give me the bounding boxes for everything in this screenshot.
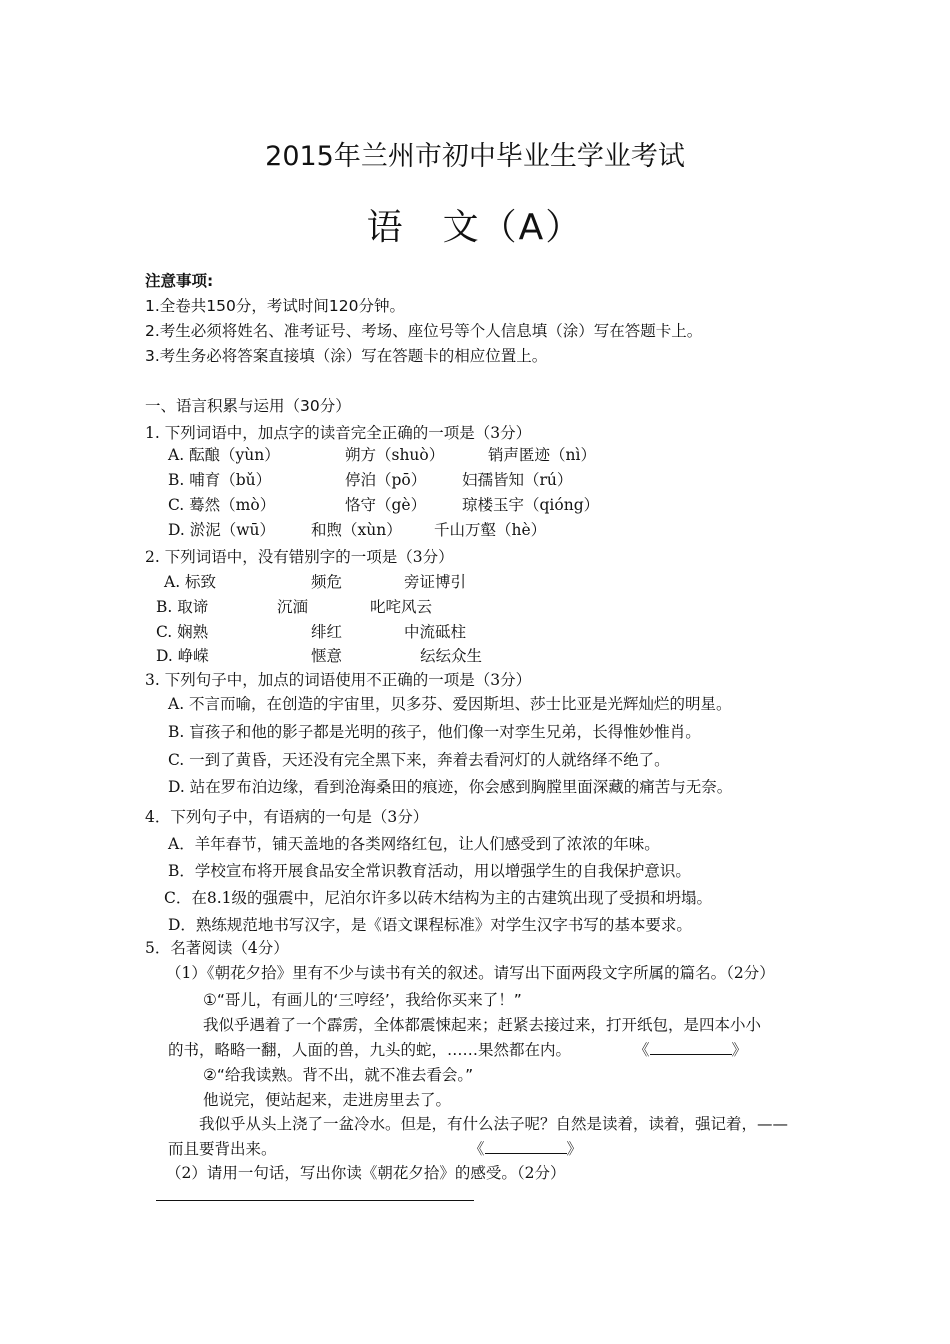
q1-option-a-3: 销声匿迹（nì）	[488, 446, 596, 464]
open-bracket: 《	[634, 1041, 650, 1059]
q2-option-d-1: D. 峥嵘	[156, 647, 209, 665]
notice-heading: 注意事项:	[145, 272, 214, 290]
q5-answer-blank-1[interactable]	[634, 1038, 747, 1060]
q2-option-d-3: 纭纭众生	[420, 647, 483, 665]
q3-option-b: B. 盲孩子和他的影子都是光明的孩子，他们像一对孪生兄弟，长得惟妙惟肖。	[168, 723, 701, 741]
question-3-stem: 3. 下列句子中，加点的词语使用不正确的一项是（3分）	[145, 671, 532, 689]
q3-option-c: C. 一到了黄昏，天还没有完全黑下来，奔着去看河灯的人就络绎不绝了。	[168, 751, 670, 769]
q5-part-1: （1）《朝花夕拾》里有不少与读书有关的叙述。请写出下面两段文字所属的篇名。（2分）	[166, 964, 775, 982]
q1-option-d-3: 千山万壑（hè）	[434, 521, 547, 539]
q5-passage2-line4: 而且要背出来。	[168, 1140, 277, 1158]
question-1-stem: 1. 下列词语中，加点字的读音完全正确的一项是（3分）	[145, 424, 532, 442]
q1-option-a-1: A. 酝酿（yùn）	[168, 446, 280, 464]
q5-passage2-line3: 我似乎从头上浇了一盆冷水。但是，有什么法子呢？自然是读着，读着，强记着，——	[199, 1115, 789, 1133]
q1-option-c-2: 恪守（gè）	[345, 496, 427, 514]
q2-option-c-3: 中流砥柱	[404, 623, 467, 641]
q5-passage1-line2: 我似乎遇着了一个霹雳，全体都震悚起来；赶紧去接过来，打开纸包，是四本小小	[203, 1016, 762, 1034]
q5-part-2: （2）请用一句话，写出你读《朝花夕拾》的感受。（2分）	[166, 1164, 566, 1182]
q1-option-a-2: 朔方（shuò）	[345, 446, 445, 464]
blank-line	[650, 1040, 732, 1055]
q2-option-a-2: 频危	[311, 573, 343, 591]
q4-option-c: C．在8.1级的强震中，尼泊尔许多以砖木结构为主的古建筑出现了受损和坍塌。	[164, 889, 713, 907]
notice-item-3: 3.考生务必将答案直接填（涂）写在答题卡的相应位置上。	[145, 347, 548, 365]
q5-passage2-line2: 他说完，便站起来，走进房里去了。	[203, 1091, 452, 1109]
q1-option-d-1: D. 淤泥（wū）	[168, 521, 275, 539]
q4-option-b: B．学校宣布将开展食品安全常识教育活动，用以增强学生的自我保护意识。	[168, 862, 691, 880]
close-bracket: 》	[566, 1140, 583, 1158]
q5-passage2-line1: ②“给我读熟。背不出，就不准去看会。”	[203, 1066, 474, 1084]
q1-option-b-1: B. 哺育（bǔ）	[168, 471, 272, 489]
question-4-stem: 4．下列句子中，有语病的一句是（3分）	[145, 808, 429, 826]
q2-option-c-2: 绯红	[311, 623, 343, 641]
q5-passage1-line3: 的书，略略一翻，人面的兽，九头的蛇，……果然都在内。	[168, 1041, 572, 1059]
q5-answer-blank-2[interactable]	[469, 1137, 582, 1159]
blank-line	[485, 1139, 567, 1154]
q2-option-d-2: 惬意	[311, 647, 343, 665]
q2-option-c-1: C. 娴熟	[156, 623, 209, 641]
q1-option-b-2: 停泊（pō）	[345, 471, 427, 489]
q2-option-b-2: 沉湎	[277, 598, 309, 616]
q2-option-a-1: A. 标致	[164, 573, 217, 591]
q3-option-a: A. 不言而喻，在创造的宇宙里，贝多芬、爱因斯坦、莎士比亚是光辉灿烂的明星。	[168, 695, 732, 713]
q1-option-d-2: 和煦（xùn）	[311, 521, 402, 539]
q2-option-a-3: 旁证博引	[404, 573, 467, 591]
q1-option-c-3: 琼楼玉宇（qióng）	[462, 496, 600, 514]
q2-option-b-1: B. 取谛	[156, 598, 209, 616]
q1-option-c-1: C. 蓦然（mò）	[168, 496, 276, 514]
q2-option-b-3: 叱咤风云	[370, 598, 433, 616]
q3-option-d: D. 站在罗布泊边缘，看到沧海桑田的痕迹，你会感到胸膛里面深藏的痛苦与无奈。	[168, 778, 733, 796]
q5-passage1-line1: ①“哥儿，有画儿的‘三哼经’，我给你买来了！”	[203, 991, 522, 1009]
open-bracket: 《	[469, 1140, 485, 1158]
q1-option-b-3: 妇孺皆知（rú）	[462, 471, 573, 489]
question-5-stem: 5．名著阅读（4分）	[145, 939, 289, 957]
q4-option-a: A．羊年春节，铺天盖地的各类网络红包，让人们感受到了浓浓的年味。	[168, 835, 660, 853]
notice-item-2: 2.考生必须将姓名、准考证号、考场、座位号等个人信息填（涂）写在答题卡上。	[145, 322, 703, 340]
exam-title: 2015年兰州市初中毕业生学业考试	[265, 141, 685, 172]
q4-option-d: D．熟练规范地书写汉字，是《语文课程标准》对学生汉字书写的基本要求。	[168, 916, 692, 934]
close-bracket: 》	[731, 1041, 748, 1059]
notice-item-1: 1.全卷共150分，考试时间120分钟。	[145, 297, 405, 315]
answer-line[interactable]	[156, 1200, 474, 1201]
section-heading: 一、语言积累与运用（30分）	[145, 397, 351, 415]
subject-title: 语 文（A）	[366, 207, 584, 248]
question-2-stem: 2. 下列词语中，没有错别字的一项是（3分）	[145, 548, 454, 566]
